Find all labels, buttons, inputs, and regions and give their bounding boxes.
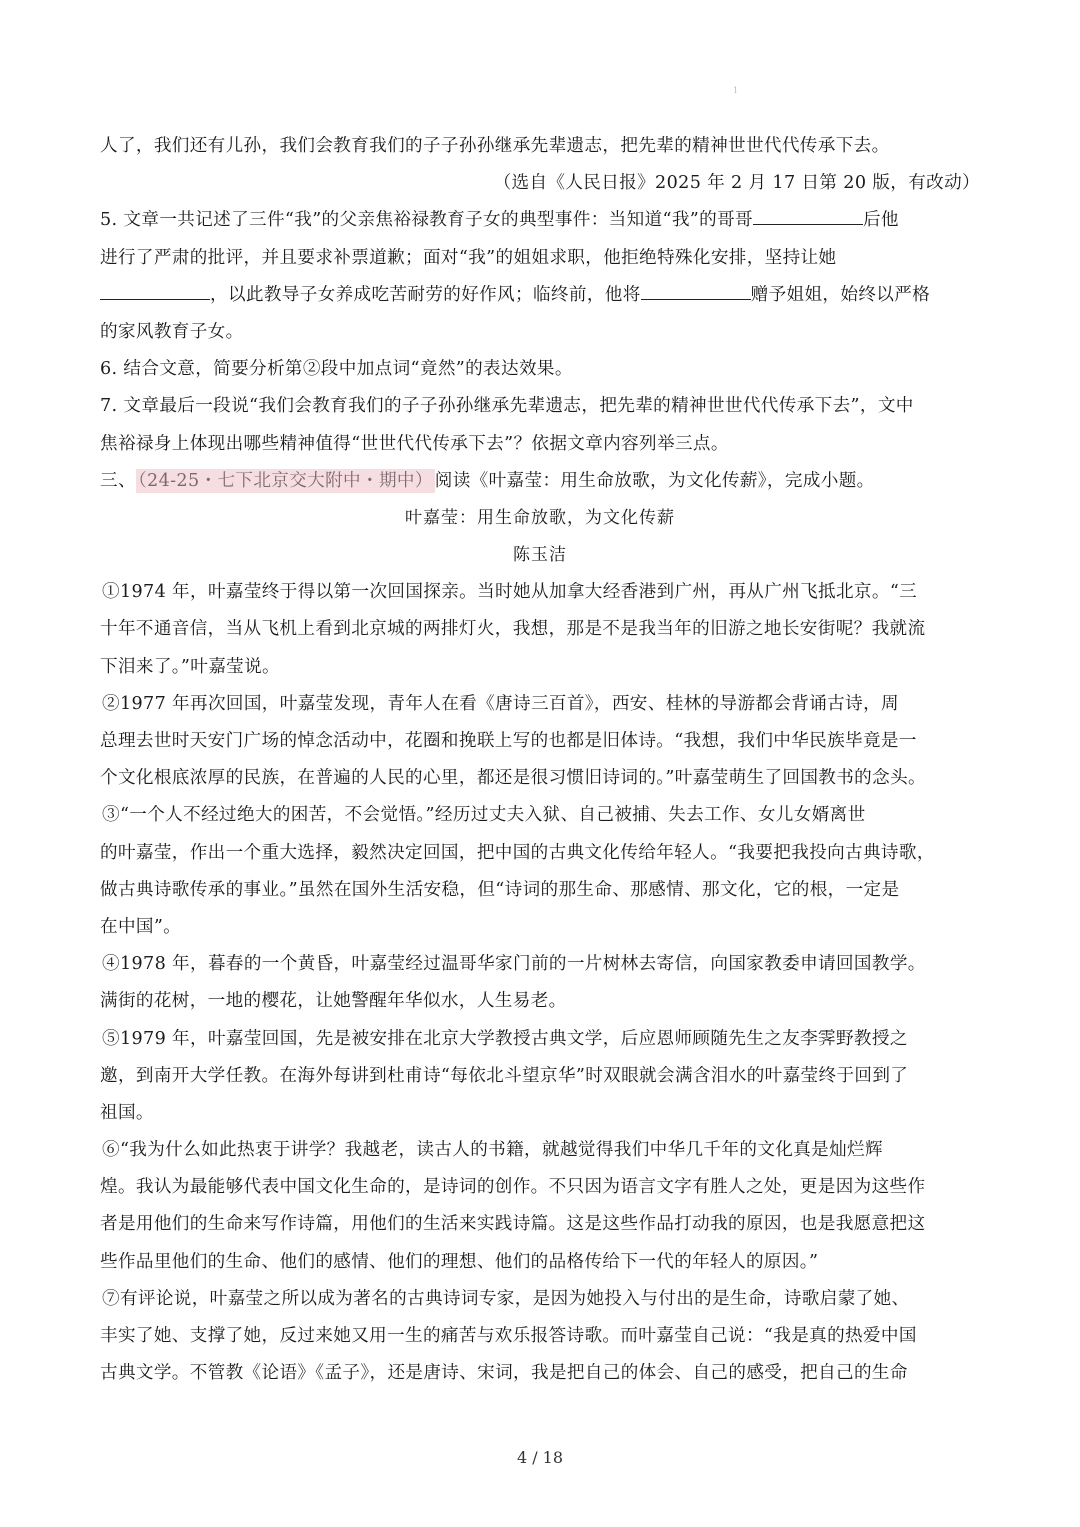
question-5-line-1 [100, 202, 980, 239]
previous-article-closing-line: 人了，我们还有儿孙，我们会教育我们的子子孙孙继承先辈遗志，把先辈的精神世世代代传承下去。 [100, 136, 890, 156]
article-line: 邀，到南开大学任教。在海外每讲到杜甫诗“每依北斗望京华”时双眼就会满含泪水的叶嘉莹终于回到了 [100, 1065, 909, 1086]
question-6: 6. 结合文意，简要分析第②段中加点词“竟然”的表达效果。 [100, 359, 573, 380]
article-line: 总理去世时天安门广场的悼念活动中，花圈和挽联上写的也都是旧体诗。“我想，我们中华民族毕竟是一 [100, 731, 917, 751]
article-line: 做古典诗歌传承的事业。”虽然在国外生活安稳，但“诗词的那生命、那感情、那文化，它的根，一定是 [100, 879, 900, 900]
q5-answer-blank-2[interactable] [100, 279, 210, 300]
article-line: 在中国”。 [100, 916, 182, 937]
article-line: ③“一个人不经过绝大的困苦，不会觉悟。”经历过丈夫入狱、自己被捕、失去工作、女儿女婿离世 [102, 805, 866, 826]
article-line: ④1978 年，暮春的一个黄昏，叶嘉莹经过温哥华家门前的一片树林去寄信，向国家教委申请回国教学。 [102, 954, 926, 975]
article-source: （选自《人民日报》2025 年 2 月 17 日第 20 版，有改动） [493, 173, 980, 194]
article-line: 满街的花树，一地的樱花，让她警醒年华似水，人生易老。 [100, 991, 567, 1012]
section-3-instruction: 阅读《叶嘉莹：用生命放歌，为文化传薪》，完成小题。 [434, 470, 875, 491]
question-5-line-3 [100, 277, 980, 314]
article-title: 叶嘉莹：用生命放歌，为文化传薪 [405, 507, 675, 528]
article-line: ⑥“我为什么如此热衷于讲学？我越老，读古人的书籍，就越觉得我们中华几千年的文化真是灿烂辉 [102, 1140, 883, 1161]
article-line: 些作品里他们的生命、他们的感情、他们的理想、他们的品格传给下一代的年轻人的原因。” [100, 1251, 819, 1272]
article-line: 个文化根底浓厚的民族，在普遍的人民的心里，都还是很习惯旧诗词的。”叶嘉莹萌生了回国教书的念头。 [100, 768, 926, 789]
question-7-line-2: 焦裕禄身上体现出哪些精神值得“世世代代传承下去”？依据文章内容列举三点。 [100, 433, 729, 454]
q5-text-c: ，以此教导子女养成吃苦耐劳的好作风；临终前，他将 [210, 284, 641, 305]
question-5-line-4: 的家风教育子女。 [100, 321, 244, 342]
article-line: ⑦有评论说，叶嘉莹之所以成为著名的古典诗词专家，是因为她投入与付出的是生命，诗歌启蒙了她、 [102, 1288, 910, 1309]
article-line: 的叶嘉莹，作出一个重大选择，毅然决定回国，把中国的古典文化传给年轻人。“我要把我投向古典诗歌， [100, 842, 935, 863]
article-line: 者是用他们的生命来写作诗篇，用他们的生活来实践诗篇。这是这些作品打动我的原因，也是我愿意把这 [100, 1214, 926, 1235]
q5-text-a: 5. 文章一共记述了三件“我”的父亲焦裕禄教育子女的典型事件：当知道“我”的哥哥 [100, 210, 753, 231]
article-body [100, 574, 980, 1392]
page-number: 4 / 18 [516, 1448, 564, 1467]
page-content [100, 128, 980, 1392]
article-line: ⑤1979 年，叶嘉莹回国，先是被安排在北京大学教授古典文学，后应恩师顾随先生之友李霁野教授之 [102, 1028, 908, 1049]
q5-text-b: 后他 [862, 210, 899, 231]
q5-answer-blank-3[interactable] [641, 279, 751, 300]
article-author: 陈玉洁 [513, 545, 567, 566]
section-3-label: 三、 [100, 470, 136, 491]
q5-answer-blank-1[interactable] [753, 204, 863, 225]
article-line: 古典文学。不管教《论语》《孟子》，还是唐诗、宋词，我是把自己的体会、自己的感受，把自己的生命 [100, 1363, 908, 1384]
question-5-line-2: 进行了严肃的批评，并且要求补票道歉；面对“我”的姐姐求职，他拒绝特殊化安排，坚持让她 [100, 247, 837, 268]
article-line: 煌。我认为最能够代表中国文化生命的，是诗词的创作。不只因为语言文字有胜人之处，更是因为这些作 [100, 1177, 926, 1198]
question-7-line-1: 7. 文章最后一段说“我们会教育我们的子子孙孙继承先辈遗志，把先辈的精神世世代代传承下去”，文中 [100, 396, 914, 417]
q5-text-d: 赠予姐姐，始终以严格 [750, 284, 931, 305]
article-line: ②1977 年再次回国，叶嘉莹发现，青年人在看《唐诗三百首》，西安、桂林的导游都会背诵古诗，周 [102, 693, 899, 714]
section-3-heading [100, 463, 980, 500]
section-3-source-tag: （24-25・七下北京交大附中・期中） [137, 470, 433, 491]
article-line: 十年不通音信，当从飞机上看到北京城的两排灯火，我想，那是不是我当年的旧游之地长安街呢？我就流 [100, 619, 926, 640]
article-line: ①1974 年，叶嘉莹终于得以第一次回国探亲。当时她从加拿大经香港到广州，再从广州飞抵北京。“三 [102, 582, 918, 603]
article-line: 下泪来了。”叶嘉莹说。 [100, 656, 280, 677]
article-line: 丰实了她、支撑了她，反过来她又用一生的痛苦与欢乐报答诗歌。而叶嘉莹自己说：“我是真的热爱中国 [100, 1326, 917, 1346]
top-mark: 1 [733, 86, 739, 95]
article-line: 祖国。 [100, 1102, 154, 1123]
